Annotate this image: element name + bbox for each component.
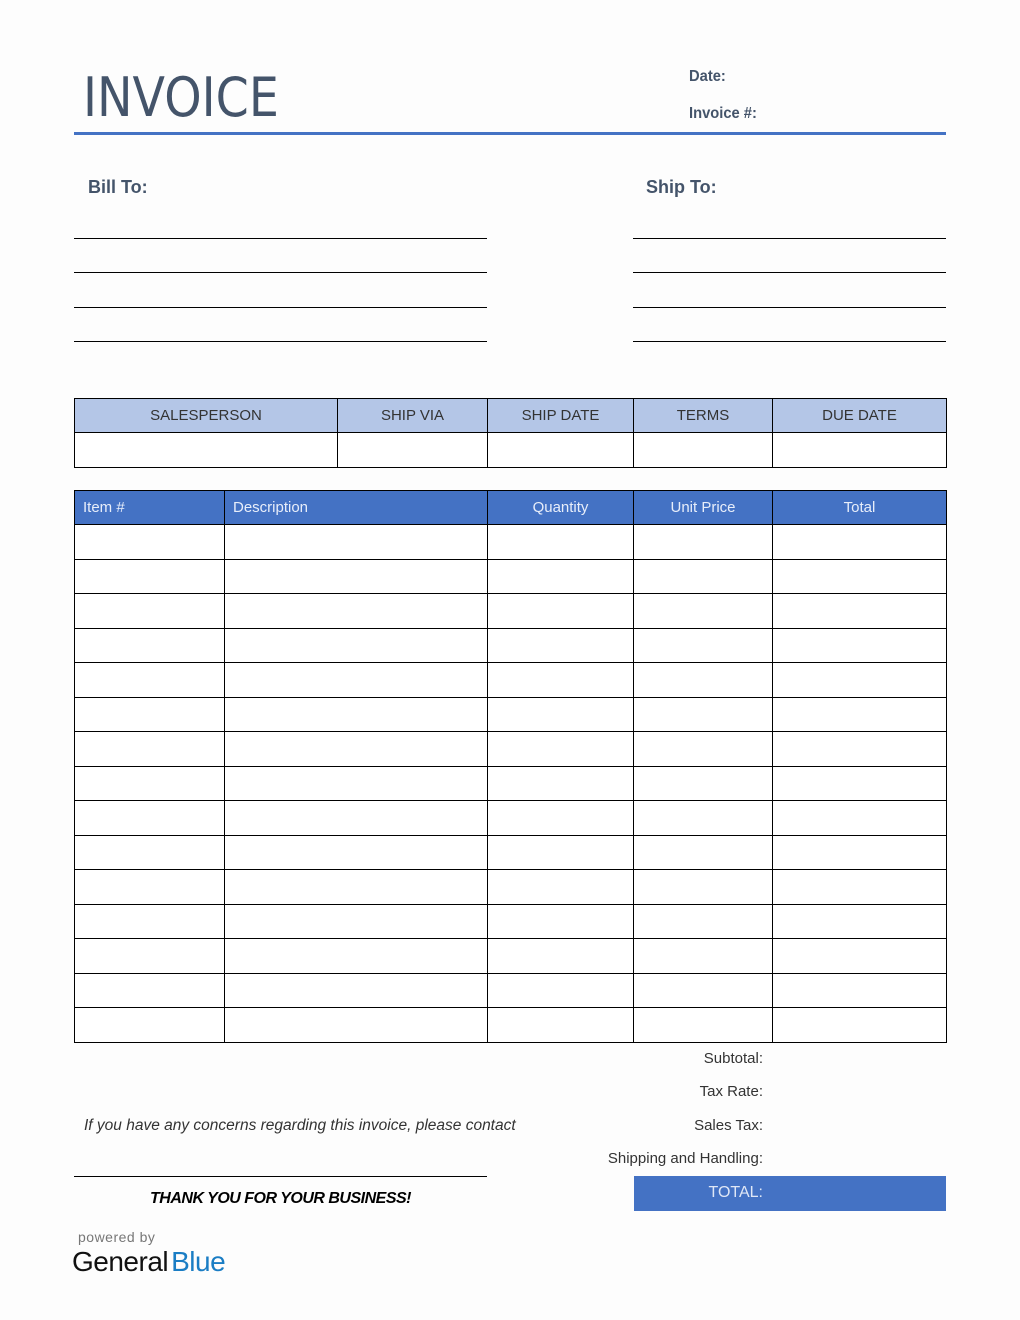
salesperson-header: SALESPERSON xyxy=(75,399,338,433)
total-cell[interactable] xyxy=(773,628,947,663)
line-items-body xyxy=(75,525,947,1043)
table-row xyxy=(75,1008,947,1043)
unit-price-cell[interactable] xyxy=(634,628,773,663)
unit-price-cell[interactable] xyxy=(634,939,773,974)
item-number-cell[interactable] xyxy=(75,594,225,629)
date-label: Date: xyxy=(689,68,726,85)
quantity-cell[interactable] xyxy=(488,732,634,767)
table-row xyxy=(75,559,947,594)
total-cell[interactable] xyxy=(773,732,947,767)
description-cell[interactable] xyxy=(225,628,488,663)
total-cell[interactable] xyxy=(773,904,947,939)
item-number-cell[interactable] xyxy=(75,628,225,663)
quantity-cell[interactable] xyxy=(488,870,634,905)
table-row xyxy=(75,766,947,801)
table-row xyxy=(75,525,947,560)
description-cell[interactable] xyxy=(225,904,488,939)
table-row xyxy=(75,628,947,663)
unit-price-cell[interactable] xyxy=(634,801,773,836)
total-cell[interactable] xyxy=(773,525,947,560)
due-date-header: DUE DATE xyxy=(773,399,947,433)
unit-price-cell[interactable] xyxy=(634,973,773,1008)
brand-blue: Blue xyxy=(171,1246,226,1277)
total-cell[interactable] xyxy=(773,663,947,698)
unit-price-cell[interactable] xyxy=(634,835,773,870)
quantity-header: Quantity xyxy=(488,491,634,525)
unit-price-cell[interactable] xyxy=(634,697,773,732)
description-cell[interactable] xyxy=(225,766,488,801)
table-row xyxy=(75,904,947,939)
table-row xyxy=(75,870,947,905)
total-bar xyxy=(634,1176,946,1211)
quantity-cell[interactable] xyxy=(488,766,634,801)
item-number-cell[interactable] xyxy=(75,870,225,905)
contact-line[interactable] xyxy=(74,1176,487,1177)
total-cell[interactable] xyxy=(773,870,947,905)
item-number-cell[interactable] xyxy=(75,559,225,594)
thank-you-message: THANK YOU FOR YOUR BUSINESS! xyxy=(150,1190,411,1207)
item-number-cell[interactable] xyxy=(75,973,225,1008)
tax-rate-label: Tax Rate: xyxy=(699,1083,763,1100)
ship-to-line-2[interactable] xyxy=(633,272,946,273)
quantity-cell[interactable] xyxy=(488,559,634,594)
total-cell[interactable] xyxy=(773,939,947,974)
description-cell[interactable] xyxy=(225,801,488,836)
sales-tax-label: Sales Tax: xyxy=(694,1117,763,1134)
header-divider xyxy=(74,132,946,135)
quantity-cell[interactable] xyxy=(488,663,634,698)
total-cell[interactable] xyxy=(773,835,947,870)
table-row xyxy=(75,697,947,732)
item-number-cell[interactable] xyxy=(75,697,225,732)
total-cell[interactable] xyxy=(773,801,947,836)
unit-price-header: Unit Price xyxy=(634,491,773,525)
invoice-title: INVOICE xyxy=(83,66,279,129)
quantity-cell[interactable] xyxy=(488,904,634,939)
invoice-number-label: Invoice #: xyxy=(689,105,757,122)
unit-price-cell[interactable] xyxy=(634,766,773,801)
item-number-cell[interactable] xyxy=(75,766,225,801)
bill-to-line-4[interactable] xyxy=(74,341,487,342)
terms-cell[interactable] xyxy=(634,433,773,468)
brand-general: General xyxy=(72,1246,169,1277)
table-row xyxy=(75,835,947,870)
ship-to-line-4[interactable] xyxy=(633,341,946,342)
ship-via-cell[interactable] xyxy=(338,433,488,468)
total-cell[interactable] xyxy=(773,559,947,594)
brand-logo xyxy=(72,1246,225,1278)
quantity-cell[interactable] xyxy=(488,835,634,870)
unit-price-cell[interactable] xyxy=(634,559,773,594)
item-number-cell[interactable] xyxy=(75,939,225,974)
unit-price-cell[interactable] xyxy=(634,870,773,905)
description-header: Description xyxy=(225,491,488,525)
quantity-cell[interactable] xyxy=(488,1008,634,1043)
description-cell[interactable] xyxy=(225,870,488,905)
total-cell[interactable] xyxy=(773,594,947,629)
order-info-table xyxy=(74,398,947,468)
unit-price-cell[interactable] xyxy=(634,594,773,629)
ship-via-header: SHIP VIA xyxy=(338,399,488,433)
quantity-cell[interactable] xyxy=(488,939,634,974)
description-cell[interactable] xyxy=(225,939,488,974)
quantity-cell[interactable] xyxy=(488,801,634,836)
quantity-cell[interactable] xyxy=(488,973,634,1008)
shipping-handling-label: Shipping and Handling: xyxy=(607,1150,763,1167)
total-label: TOTAL: xyxy=(708,1184,763,1201)
item-number-cell[interactable] xyxy=(75,904,225,939)
description-cell[interactable] xyxy=(225,594,488,629)
total-cell[interactable] xyxy=(773,1008,947,1043)
description-cell[interactable] xyxy=(225,663,488,698)
description-cell[interactable] xyxy=(225,835,488,870)
unit-price-cell[interactable] xyxy=(634,663,773,698)
terms-header: TERMS xyxy=(634,399,773,433)
bill-to-line-2[interactable] xyxy=(74,272,487,273)
item-number-cell[interactable] xyxy=(75,801,225,836)
quantity-cell[interactable] xyxy=(488,628,634,663)
ship-to-label: Ship To: xyxy=(646,177,717,197)
item-number-header: Item # xyxy=(75,491,225,525)
item-number-cell[interactable] xyxy=(75,525,225,560)
salesperson-cell[interactable] xyxy=(75,433,338,468)
quantity-cell[interactable] xyxy=(488,525,634,560)
powered-by-text: powered by xyxy=(78,1229,156,1245)
description-cell[interactable] xyxy=(225,732,488,767)
total-header: Total xyxy=(773,491,947,525)
due-date-cell[interactable] xyxy=(773,433,947,468)
item-number-cell[interactable] xyxy=(75,663,225,698)
subtotal-label: Subtotal: xyxy=(703,1050,763,1067)
ship-date-cell[interactable] xyxy=(488,433,634,468)
item-number-cell[interactable] xyxy=(75,1008,225,1043)
ship-date-header: SHIP DATE xyxy=(488,399,634,433)
bill-to-line-1[interactable] xyxy=(74,238,487,239)
quantity-cell[interactable] xyxy=(488,594,634,629)
table-row xyxy=(75,973,947,1008)
bill-to-line-3[interactable] xyxy=(74,307,487,308)
table-row xyxy=(75,939,947,974)
description-cell[interactable] xyxy=(225,973,488,1008)
quantity-cell[interactable] xyxy=(488,697,634,732)
unit-price-cell[interactable] xyxy=(634,525,773,560)
line-items-table xyxy=(74,490,947,1043)
table-row xyxy=(75,594,947,629)
bill-to-label: Bill To: xyxy=(88,177,148,197)
table-row xyxy=(75,801,947,836)
item-number-cell[interactable] xyxy=(75,732,225,767)
unit-price-cell[interactable] xyxy=(634,904,773,939)
table-row xyxy=(75,663,947,698)
description-cell[interactable] xyxy=(225,525,488,560)
description-cell[interactable] xyxy=(225,697,488,732)
table-row xyxy=(75,732,947,767)
total-cell[interactable] xyxy=(773,697,947,732)
total-cell[interactable] xyxy=(773,766,947,801)
unit-price-cell[interactable] xyxy=(634,1008,773,1043)
concern-note: If you have any concerns regarding this invoice, please contact xyxy=(84,1117,516,1134)
total-cell[interactable] xyxy=(773,973,947,1008)
description-cell[interactable] xyxy=(225,1008,488,1043)
unit-price-cell[interactable] xyxy=(634,732,773,767)
item-number-cell[interactable] xyxy=(75,835,225,870)
ship-to-line-3[interactable] xyxy=(633,307,946,308)
description-cell[interactable] xyxy=(225,559,488,594)
ship-to-line-1[interactable] xyxy=(633,238,946,239)
